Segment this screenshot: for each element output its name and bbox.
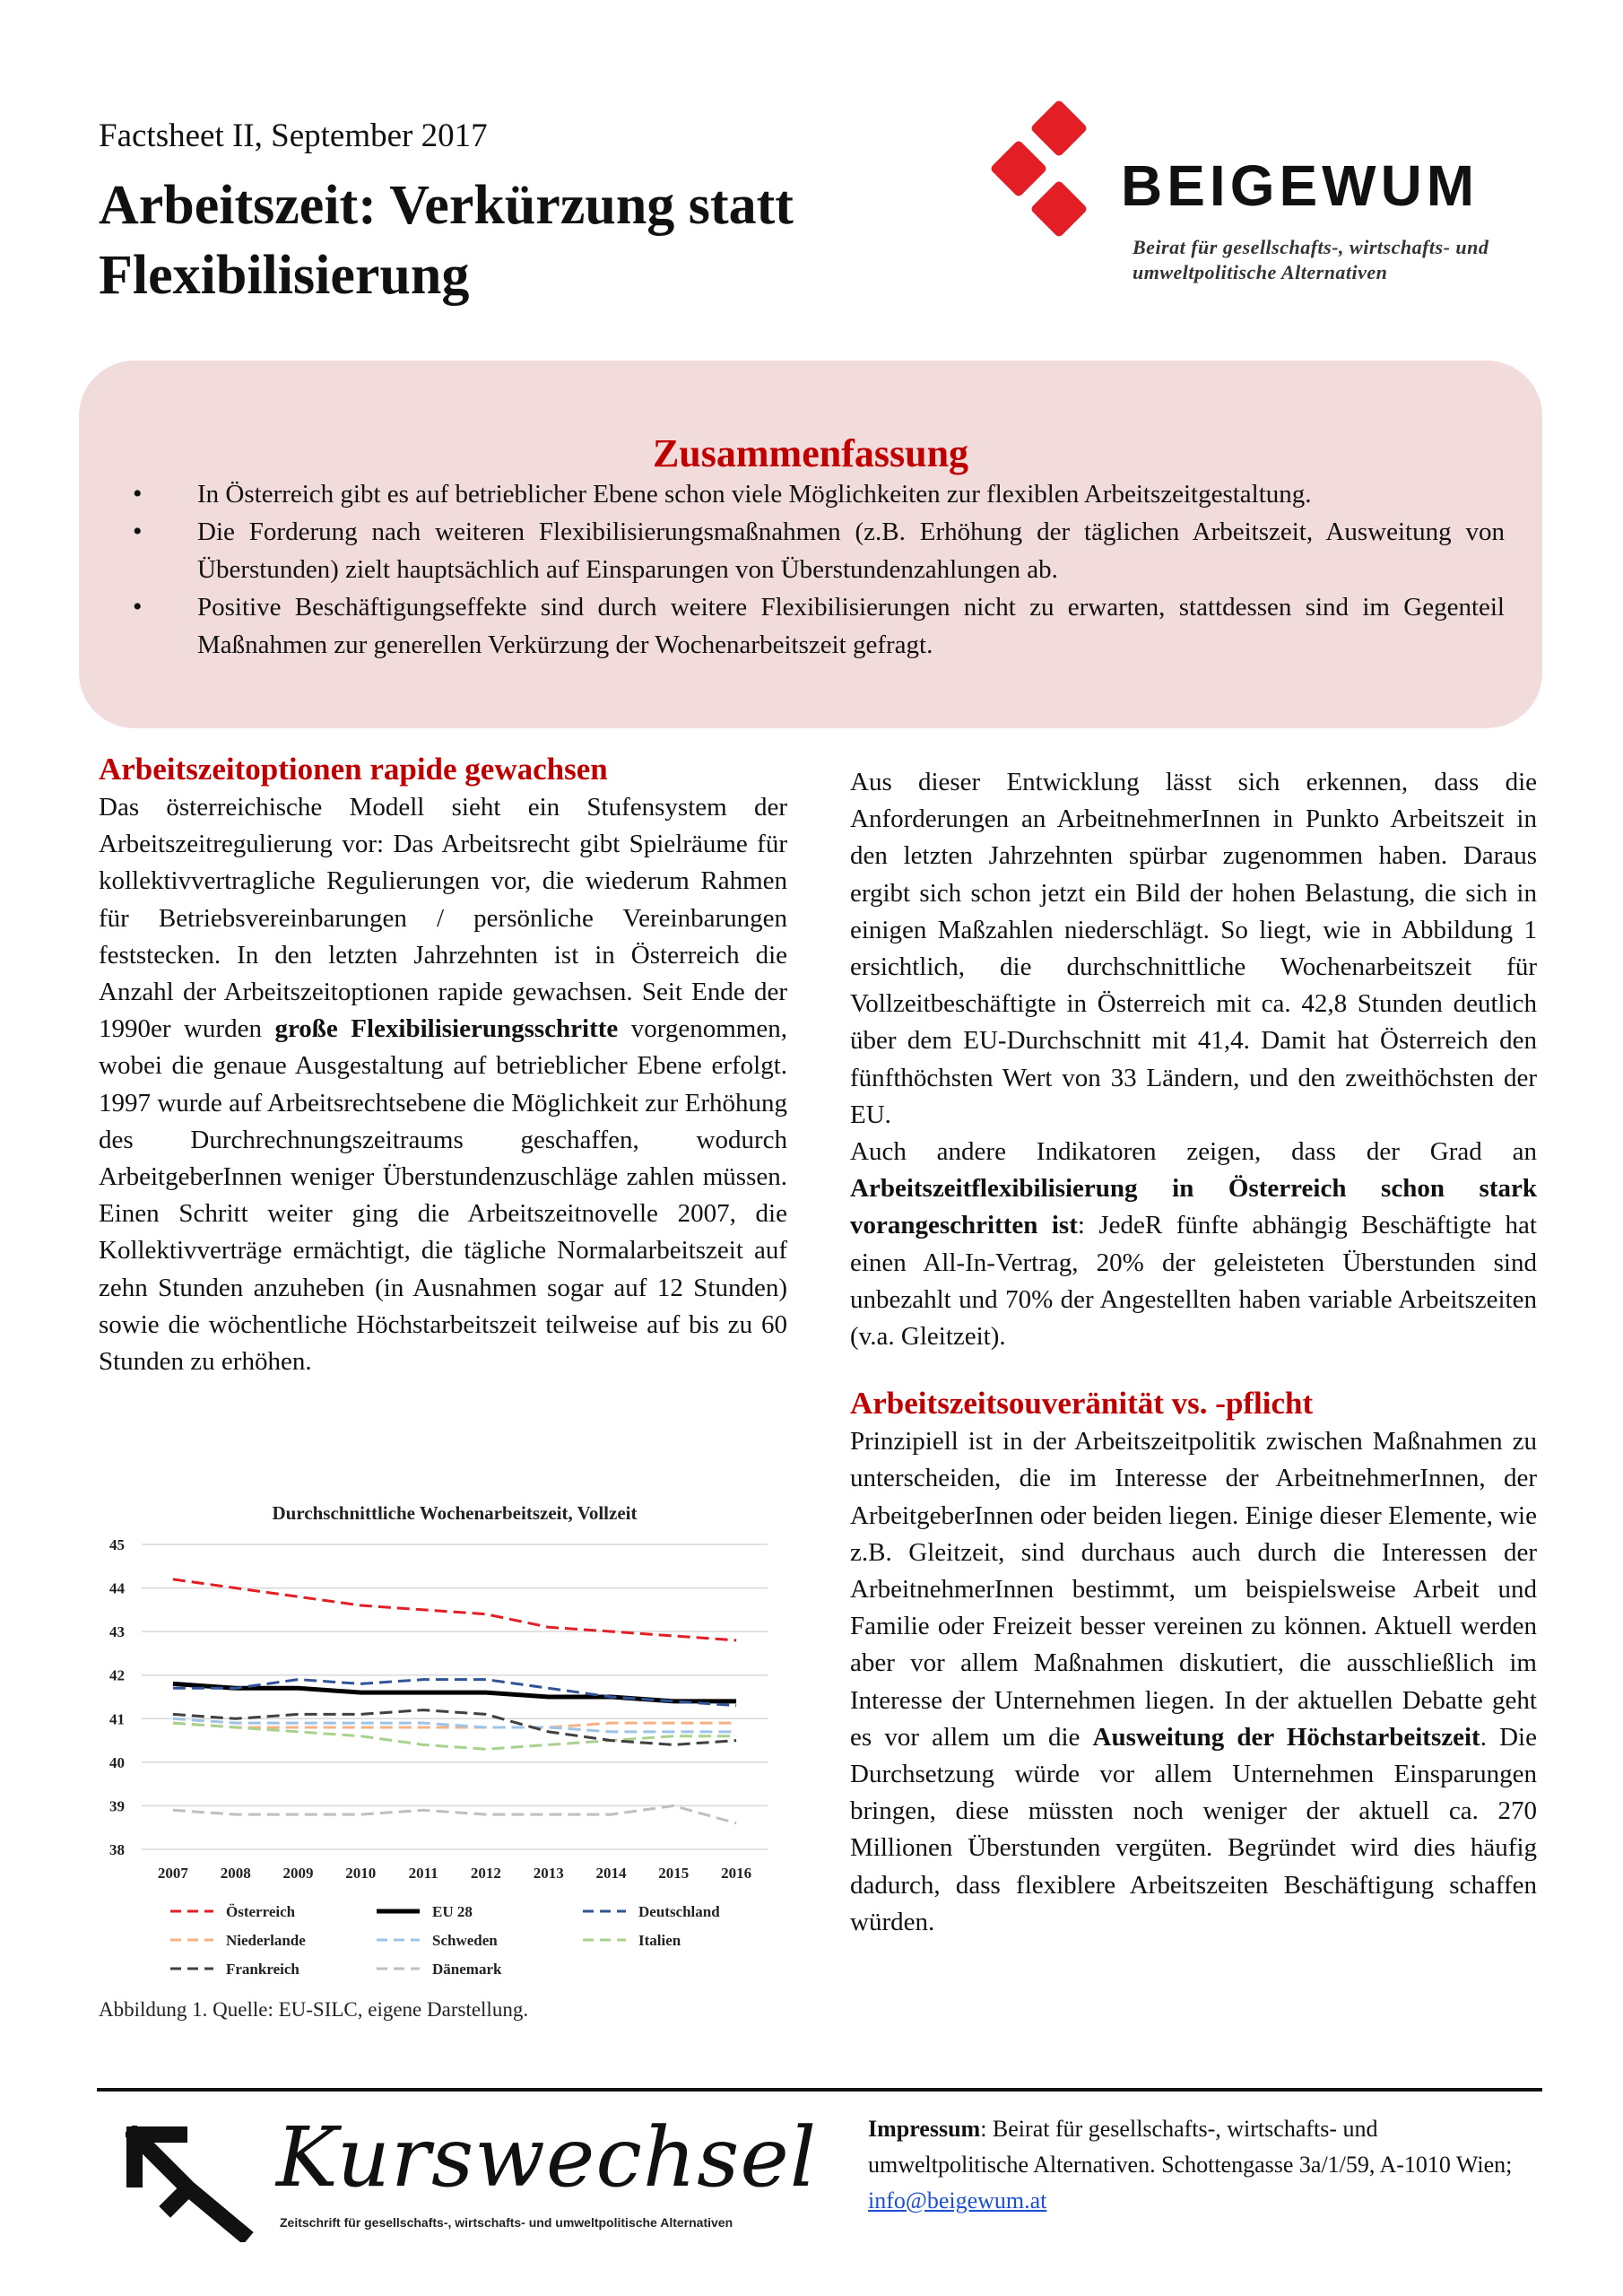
- summary-bullet: • Positive Beschäftigungseffekte sind durch weitere Flexibilisierungen nicht zu erwarten, stattdessen sind im Gegenteil Maßnahmen zur generellen Verkürzung der Wochenarbeitszeit gefragt.: [133, 588, 1505, 664]
- chart-svg: [99, 1500, 789, 2002]
- right-column: [850, 764, 1537, 1941]
- factsheet-date: Factsheet II, September 2017: [99, 117, 488, 154]
- kurswechsel-subtitle: Zeitschrift für gesellschafts-, wirtschafts- und umweltpolitische Alternativen: [280, 2215, 733, 2230]
- chart-caption: Abbildung 1. Quelle: EU-SILC, eigene Darstellung.: [99, 1998, 529, 2021]
- paragraph-bold-text: Arbeitszeitflexibilisierung in Österreich schon stark vorangeschritten ist: [850, 1174, 1537, 1240]
- x-tick-label: 2013: [533, 1865, 564, 1882]
- paragraph-bold-text: große Flexibilisierungsschritte: [274, 1014, 619, 1044]
- summary-list: [133, 475, 1505, 664]
- page-title: [99, 170, 977, 310]
- y-tick-label: 41: [109, 1710, 125, 1728]
- paragraph-text: : JedeR fünfte abhängig Beschäftigte hat einen All-In-Vertrag, 20% der geleisteten Überstunden sind unbezahlt und 70% der Angestellten haben variable Arbeitszeiten (v.a. Gleitzeit).: [850, 1211, 1537, 1352]
- paragraph-text: Auch andere Indikatoren zeigen, dass der Grad an: [850, 1137, 1537, 1167]
- title-line-2: Flexibilisierung: [99, 245, 470, 306]
- legend-label: Frankreich: [226, 1961, 299, 1978]
- summary-bullet: • Die Forderung nach weiteren Flexibilisierungsmaßnahmen (z.B. Erhöhung der täglichen Arbeitszeit, Ausweitung von Überstunden) zielt hauptsächlich auf Einsparungen von Überstundenzahlungen ab.: [133, 513, 1505, 588]
- x-tick-label: 2007: [157, 1865, 188, 1882]
- impressum-text: : Beirat für gesellschafts-, wirtschafts- und umweltpolitische Alternativen. Schottengasse 3a/1/59, A-1010 Wien;: [868, 2116, 1513, 2178]
- logo-tagline-line-1: Beirat für gesellschafts-, wirtschafts- und: [1133, 236, 1489, 258]
- impressum-label: Impressum: [868, 2116, 981, 2142]
- paragraph-bold-text: Ausweitung der Höchstarbeitszeit: [1092, 1722, 1480, 1752]
- summary-bullet: • In Österreich gibt es auf betrieblicher Ebene schon viele Möglichkeiten zur flexiblen Arbeitszeitgestaltung.: [133, 475, 1505, 513]
- legend-label: Dänemark: [432, 1961, 502, 1978]
- impressum: [868, 2111, 1514, 2219]
- legend-label: EU 28: [432, 1903, 473, 1920]
- section-paragraph: [99, 789, 787, 1380]
- left-column: [99, 750, 787, 1380]
- y-tick-label: 42: [109, 1666, 125, 1684]
- kurswechsel-logo: [126, 2109, 825, 2249]
- legend-label: Italien: [638, 1932, 681, 1949]
- paragraph-text: . Die Durchsetzung würde vor allem Unternehmen Einsparungen bringen, diese müssten noch weniger der aktuell ca. 270 Millionen Überstunden vergüten. Begründet wird dies häufig dadurch, dass flexiblere Arbeitszeiten Beschäftigung schaffen würden.: [850, 1722, 1537, 1936]
- x-tick-label: 2010: [345, 1865, 377, 1882]
- weekly-hours-chart: [99, 1500, 789, 2002]
- x-tick-label: 2016: [721, 1865, 752, 1882]
- kurswechsel-wordmark: Kurswechsel: [276, 2109, 818, 2205]
- paragraph-text: Das österreichische Modell sieht ein Stufensystem der Arbeitszeitregulierung vor: Das Arbeitsrecht gibt Spielräume für kollektivvertragliche Regulierungen vor, die wiederum Rahmen für Betriebsvereinbarungen / persönliche Vereinbarungen feststecken. In den letzten Jahrzehnten ist in Österreich die Anzahl der Arbeitszeitoptionen rapide gewachsen. Seit Ende der 1990er wurden: [99, 793, 787, 1044]
- section-paragraph: [850, 1134, 1537, 1355]
- section-paragraph: [850, 1423, 1537, 1941]
- section-paragraph: Aus dieser Entwicklung lässt sich erkennen, dass die Anforderungen an ArbeitnehmerInnen in Punkto Arbeitszeit in den letzten Jahrzehnten spürbar zugenommen haben. Daraus ergibt sich schon jetzt ein Bild der hohen Belastung, die sich in einigen Maßzahlen niederschlägt. So liegt, wie in Abbildung 1 ersichtlich, die durchschnittliche Wochenarbeitszeit für Vollzeitbeschäftigte in Österreich mit ca. 42,8 Stunden deutlich über dem EU-Durchschnitt mit 41,4. Damit hat Österreich den fünfthöchsten Wert von 33 Ländern, und den zweithöchsten der EU.: [850, 768, 1537, 1129]
- series-line: [173, 1805, 736, 1823]
- title-line-1: Arbeitszeit: Verkürzung statt: [99, 175, 794, 236]
- logo-wordmark: BEIGEWUM: [1121, 153, 1480, 218]
- legend-label: Österreich: [226, 1903, 296, 1920]
- summary-box: [79, 361, 1542, 728]
- y-tick-label: 39: [109, 1797, 125, 1815]
- diamond-logo-icon: [991, 100, 1125, 280]
- x-tick-label: 2012: [470, 1865, 501, 1882]
- summary-heading: Zusammenfassung: [652, 431, 969, 475]
- x-tick-label: 2014: [595, 1865, 627, 1882]
- y-tick-label: 43: [109, 1623, 125, 1641]
- x-tick-label: 2015: [658, 1865, 690, 1882]
- logo-tagline-line-2: umweltpolitische Alternativen: [1133, 261, 1388, 283]
- x-tick-label: 2011: [408, 1865, 438, 1882]
- y-tick-label: 44: [109, 1579, 125, 1597]
- chart-title: Durchschnittliche Wochenarbeitszeit, Vollzeit: [272, 1502, 638, 1524]
- section-heading-arbeitszeitsouveraenitaet: Arbeitszeitsouveränität vs. -pflicht: [850, 1386, 1314, 1422]
- logo-tagline: [1133, 235, 1488, 285]
- legend-label: Schweden: [432, 1932, 498, 1949]
- y-tick-label: 40: [109, 1753, 125, 1771]
- y-tick-label: 38: [109, 1841, 125, 1858]
- legend-label: Niederlande: [226, 1932, 306, 1949]
- footer-divider: [97, 2088, 1542, 2092]
- paragraph-text: vorgenommen, wobei die genaue Ausgestaltung auf betrieblicher Ebene erfolgt. 1997 wurde auf Arbeitsrechtsebene die Möglichkeit zur Erhöhung des Durchrechnungszeitraums geschaffen, wodurch ArbeitgeberInnen weniger Überstundenzuschläge zahlen müssen. Einen Schritt weiter ging die Arbeitszeitnovelle 2007, die Kollektivverträge ermächtigt, die tägliche Normalarbeitszeit auf zehn Stunden anzuheben (in Ausnahmen sogar auf 12 Stunden) sowie die wöchentliche Höchstarbeitszeit teilweise auf bis zu 60 Stunden zu erhöhen.: [99, 1014, 787, 1377]
- x-tick-label: 2008: [220, 1865, 251, 1882]
- y-tick-label: 45: [109, 1536, 125, 1553]
- arrow-logo-icon: [126, 2126, 260, 2242]
- email-link[interactable]: info@beigewum.at: [868, 2187, 1047, 2213]
- legend-label: Deutschland: [638, 1903, 720, 1920]
- paragraph-text: Prinzipiell ist in der Arbeitszeitpolitik zwischen Maßnahmen zu unterscheiden, die im Interesse der ArbeitnehmerInnen, der ArbeitgeberInnen oder beiden liegen. Einige dieser Elemente, wie z.B. Gleitzeit, sind durchaus auch durch die Interessen der ArbeitnehmerInnen bestimmt, um beispielsweise Arbeit und Familie oder Freizeit besser vereinen zu können. Aktuell werden aber vor allem Maßnahmen diskutiert, die ausschließlich im Interesse der Unternehmen liegen. In der aktuellen Debatte geht es vor allem um die: [850, 1427, 1537, 1752]
- beigewum-logo: [991, 100, 1529, 289]
- section-heading-arbeitszeitoptionen: Arbeitszeitoptionen rapide gewachsen: [99, 752, 608, 787]
- x-tick-label: 2009: [282, 1865, 314, 1882]
